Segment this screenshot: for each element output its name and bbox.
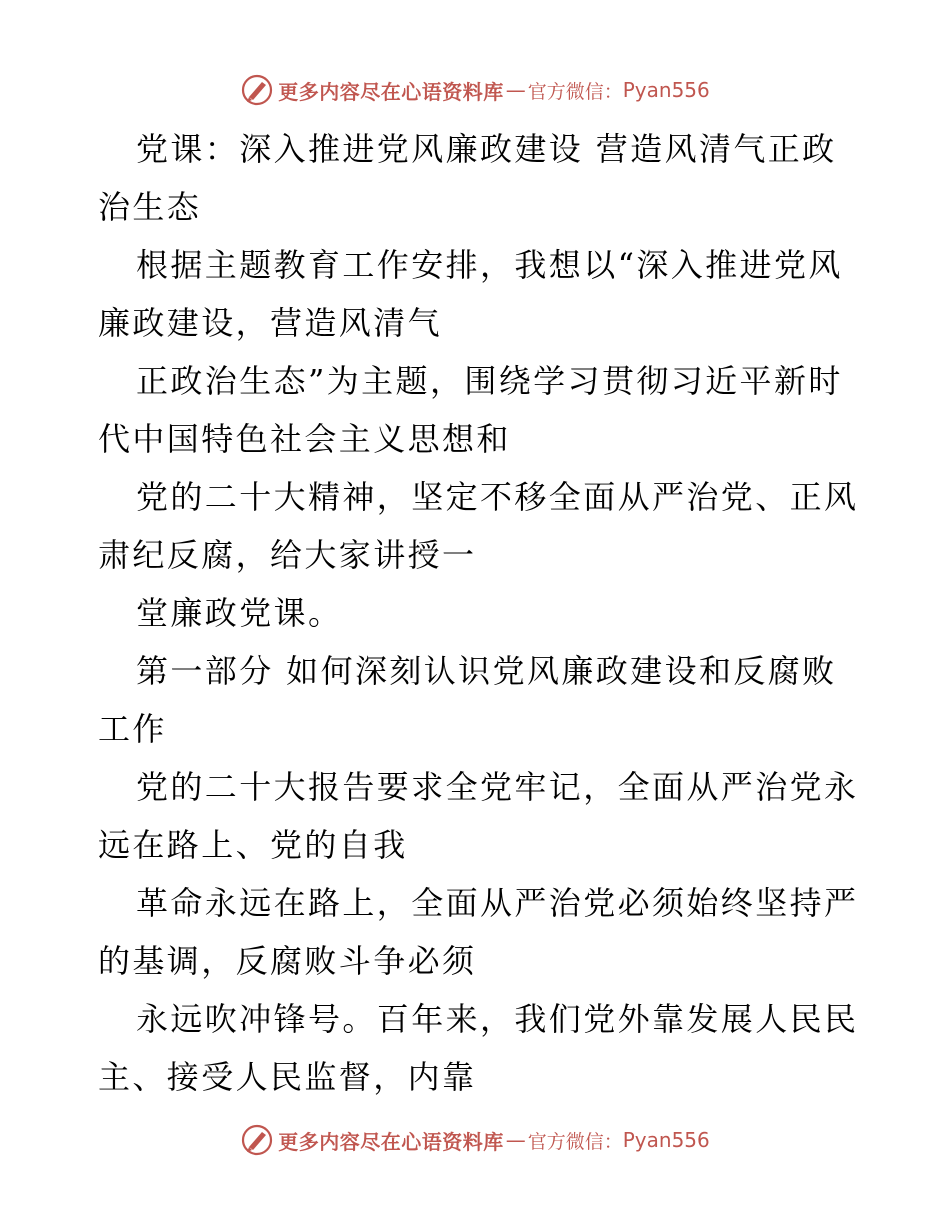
paragraph — [98, 236, 858, 352]
watermark-id: Pyan556 — [622, 1128, 710, 1152]
text-line: 党的二十大报告要求全党牢记，全面从严治党永 — [136, 768, 859, 806]
pen-logo-icon — [240, 1123, 274, 1157]
section-heading — [98, 642, 858, 758]
header-watermark — [0, 70, 950, 110]
watermark-main-text: 更多内容尽在心语资料库 — [278, 79, 504, 104]
watermark-dash: — — [505, 1128, 526, 1152]
text-line: 远在路上、党的自我 — [98, 826, 408, 864]
title-paragraph — [98, 120, 858, 236]
paragraph — [98, 990, 858, 1106]
text-line: 廉政建设，营造风清气 — [98, 304, 443, 342]
text-line: 第一部分 如何深刻认识党风廉政建设和反腐败 — [136, 652, 837, 690]
text-line: 肃纪反腐，给大家讲授一 — [98, 536, 477, 574]
watermark-sub-text: 官方微信： — [527, 1130, 623, 1153]
text-line: 正政治生态”为主题，围绕学习贯彻习近平新时 — [136, 362, 843, 400]
text-line: 永远吹冲锋号。百年来，我们党外靠发展人民民 — [136, 1000, 859, 1038]
text-line: 堂廉政党课。 — [136, 594, 343, 632]
pen-logo-icon — [240, 73, 274, 107]
watermark-id: Pyan556 — [622, 78, 710, 102]
document-body — [98, 120, 858, 1106]
text-line: 革命永远在路上，全面从严治党必须始终坚持严 — [136, 884, 859, 922]
paragraph — [98, 584, 858, 642]
text-line: 根据主题教育工作安排，我想以“深入推进党风 — [136, 246, 843, 284]
watermark-dash: — — [505, 78, 526, 102]
text-line: 主、接受人民监督，内靠 — [98, 1058, 477, 1096]
text-line: 的基调，反腐败斗争必须 — [98, 942, 477, 980]
footer-watermark — [0, 1120, 950, 1160]
paragraph — [98, 758, 858, 874]
text-line: 工作 — [98, 710, 167, 748]
text-line: 党的二十大精神，坚定不移全面从严治党、正风 — [136, 478, 859, 516]
watermark-main-text: 更多内容尽在心语资料库 — [278, 1129, 504, 1154]
paragraph — [98, 874, 858, 990]
text-line: 治生态 — [98, 188, 202, 226]
watermark-sub-text: 官方微信： — [527, 80, 623, 103]
paragraph — [98, 352, 858, 468]
text-line: 代中国特色社会主义思想和 — [98, 420, 511, 458]
paragraph — [98, 468, 858, 584]
text-line: 党课：深入推进党风廉政建设 营造风清气正政 — [136, 130, 837, 168]
